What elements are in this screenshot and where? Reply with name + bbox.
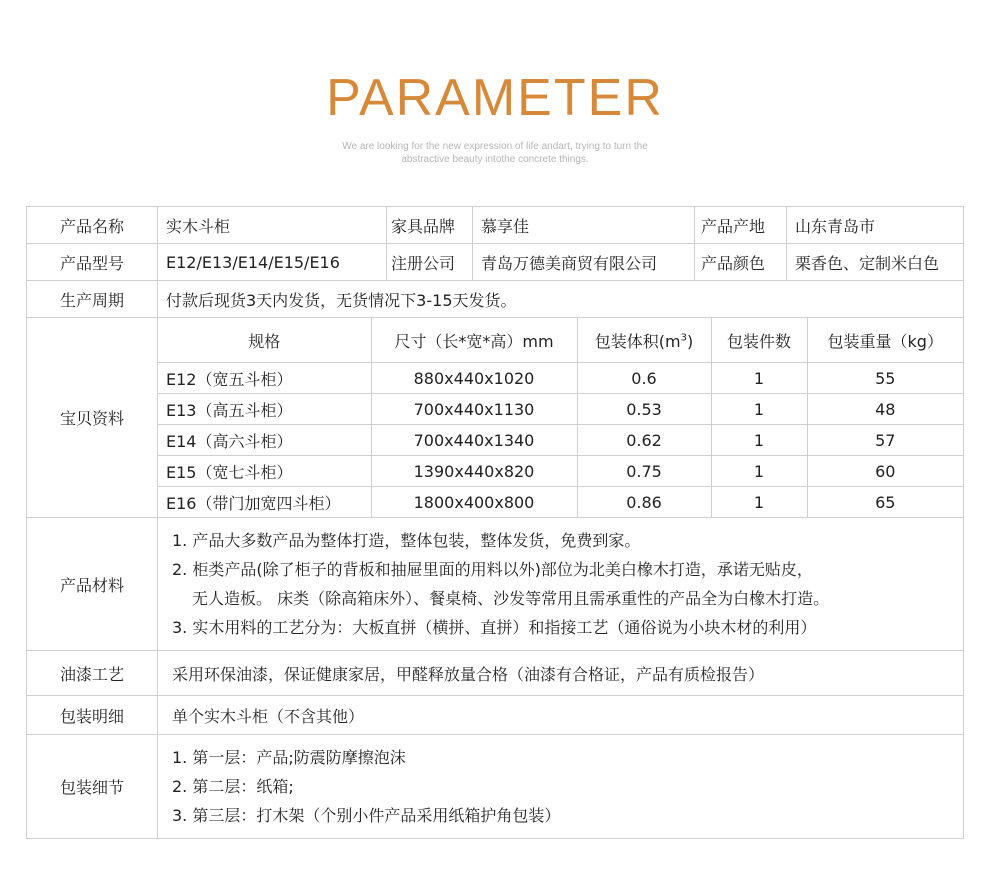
parameter-table [26, 206, 964, 839]
row-volume: 0.53 [577, 394, 711, 425]
package-info-cell [158, 318, 964, 518]
header-volume-close: ) [686, 331, 694, 351]
color-value: 栗香色、定制米白色 [787, 244, 964, 281]
subtitle-line-1: We are looking for the new expression of life andart, trying to turn the [342, 141, 648, 152]
row-weight: 57 [807, 425, 963, 456]
row-weight: 48 [807, 394, 963, 425]
page-subtitle [0, 140, 990, 166]
table-row [158, 394, 963, 425]
header-volume [577, 318, 711, 363]
row-count: 1 [711, 487, 807, 518]
name-value: 实木斗柜 [158, 207, 387, 244]
row-count: 1 [711, 394, 807, 425]
header-weight: 包装重量（kg） [807, 318, 963, 363]
table-row [27, 281, 964, 318]
subtitle-line-2: abstractive beauty intothe concrete things. [401, 154, 589, 165]
table-row [27, 651, 964, 696]
table-row [27, 735, 964, 839]
header-banner [0, 0, 990, 190]
row-weight: 60 [807, 456, 963, 487]
table-row [27, 518, 964, 651]
company-value: 青岛万德美商贸有限公司 [473, 244, 695, 281]
model-label: 产品型号 [27, 244, 158, 281]
table-row [27, 318, 964, 518]
cycle-label: 生产周期 [27, 281, 158, 318]
paint-value: 采用环保油漆，保证健康家居，甲醛释放量合格（油漆有合格证，产品有质检报告） [158, 651, 964, 696]
row-weight: 55 [807, 363, 963, 394]
brand-value: 慕享佳 [473, 207, 695, 244]
row-size: 1390x440x820 [371, 456, 577, 487]
package-info-table [158, 318, 963, 517]
origin-value: 山东青岛市 [787, 207, 964, 244]
cycle-value: 付款后现货3天内发货，无货情况下3-15天发货。 [158, 281, 964, 318]
row-size: 1800x400x800 [371, 487, 577, 518]
row-model: E13（高五斗柜） [158, 394, 371, 425]
row-count: 1 [711, 425, 807, 456]
origin-label: 产品产地 [695, 207, 787, 244]
pack-detail-label: 包装细节 [27, 735, 158, 839]
row-size: 700x440x1340 [371, 425, 577, 456]
material-line: 3. 实木用料的工艺分为：大板直拼（横拼、直拼）和指接工艺（通俗说为小块木材的利用） [172, 618, 817, 637]
package-header-row [158, 318, 963, 363]
package-info-label: 宝贝资料 [27, 318, 158, 518]
table-row [158, 487, 963, 518]
page-title: PARAMETER [326, 69, 664, 127]
pack-detail-cell [158, 735, 964, 839]
paint-label: 油漆工艺 [27, 651, 158, 696]
header-spec: 规格 [248, 331, 281, 351]
brand-label: 家具品牌 [387, 207, 473, 244]
header-count: 包装件数 [711, 318, 807, 363]
row-count: 1 [711, 363, 807, 394]
row-volume: 0.86 [577, 487, 711, 518]
pack-list-value: 单个实木斗柜（不含其他） [158, 696, 964, 735]
pack-list-label: 包装明细 [27, 696, 158, 735]
color-label: 产品颜色 [695, 244, 787, 281]
table-row [158, 363, 963, 394]
table-row [27, 244, 964, 281]
table-row [27, 696, 964, 735]
row-volume: 0.6 [577, 363, 711, 394]
material-cell [158, 518, 964, 651]
table-row [158, 425, 963, 456]
pack-detail-line: 2. 第二层：纸箱; [172, 777, 294, 796]
row-volume: 0.62 [577, 425, 711, 456]
material-line: 1. 产品大多数产品为整体打造，整体包装，整体发货，免费到家。 [172, 531, 641, 550]
material-line: 2. 柜类产品(除了柜子的背板和抽屉里面的用料以外)部位为北美白橡木打造，承诺无贴皮， [172, 560, 813, 579]
row-model: E15（宽七斗柜） [158, 456, 371, 487]
table-row [158, 456, 963, 487]
pack-detail-line: 3. 第三层：打木架（个别小件产品采用纸箱护角包装） [172, 806, 561, 825]
material-line: 无人造板。 床类（除高箱床外）、餐桌椅、沙发等常用且需承重性的产品全为白橡木打造。 [192, 589, 830, 608]
header-volume-text: 包装体积(m [594, 331, 681, 351]
pack-detail-line: 1. 第一层：产品;防震防摩擦泡沫 [172, 748, 406, 767]
material-label: 产品材料 [27, 518, 158, 651]
row-weight: 65 [807, 487, 963, 518]
header-volume-sup: 3 [680, 332, 687, 344]
header-size: 尺寸（长*宽*高）mm [371, 318, 577, 363]
row-size: 700x440x1130 [371, 394, 577, 425]
name-label: 产品名称 [27, 207, 158, 244]
table-row [27, 207, 964, 244]
row-model: E14（高六斗柜） [158, 425, 371, 456]
row-model: E12（宽五斗柜） [158, 363, 371, 394]
model-value: E12/E13/E14/E15/E16 [158, 244, 387, 281]
row-volume: 0.75 [577, 456, 711, 487]
row-size: 880x440x1020 [371, 363, 577, 394]
row-count: 1 [711, 456, 807, 487]
row-model: E16（带门加宽四斗柜） [158, 487, 371, 518]
company-label: 注册公司 [387, 244, 473, 281]
